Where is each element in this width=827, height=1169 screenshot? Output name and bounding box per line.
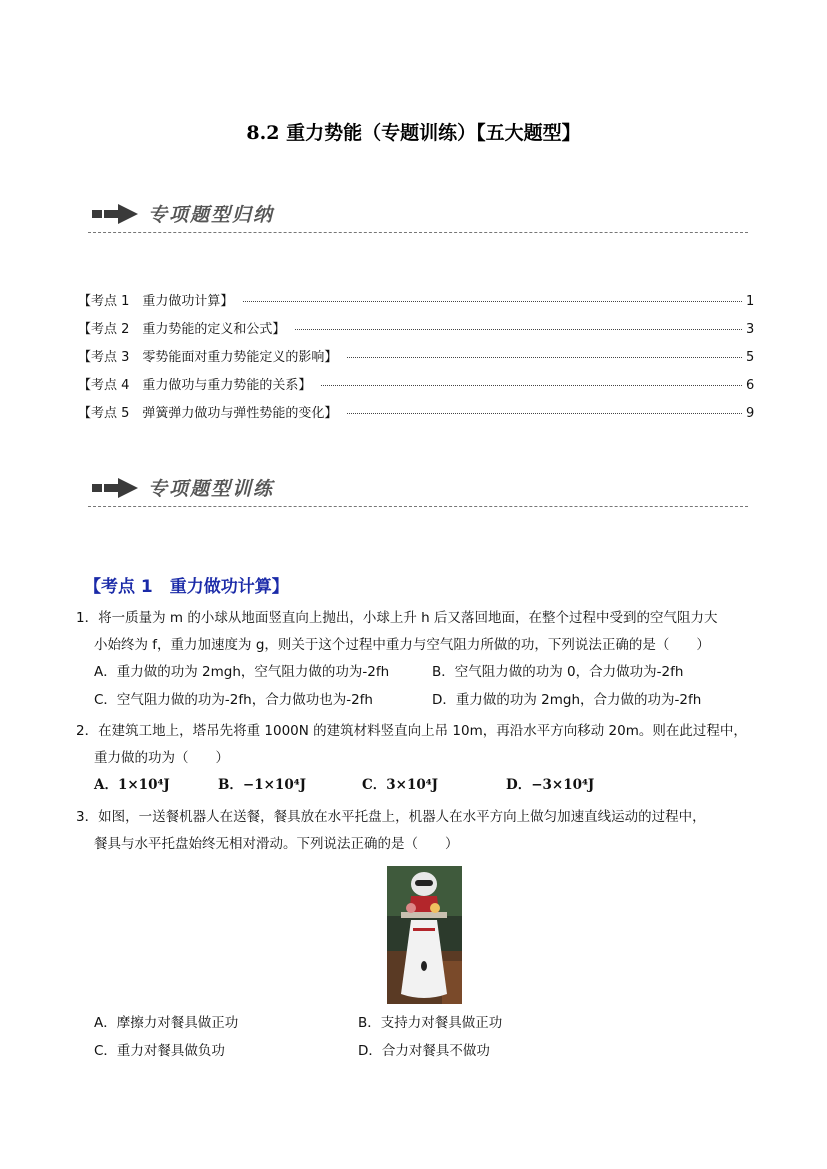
question-text: 重力做的功为（ ） (94, 750, 229, 766)
toc-item[interactable]: 【考点 5 弹簧弹力做功与弹性势能的变化】 9 (78, 406, 755, 421)
question-text: 在建筑工地上，塔吊先将重 1000N 的建筑材料竖直向上吊 10m，再沿水平方向移动 20m。则在此过程中， (98, 723, 747, 739)
robot-waiter-photo (387, 866, 462, 1004)
question-2: 2．在建筑工地上，塔吊先将重 1000N 的建筑材料竖直向上吊 10m，再沿水平方向移动 20m。则在此过程中， 重力做的功为（ ） A．1×10⁴J B．−1×10⁴J C．3×10⁴J D．−3×10⁴J (76, 718, 766, 800)
toc-item[interactable]: 【考点 1 重力做功计算】 1 (78, 294, 755, 309)
arrow-icon (92, 202, 142, 226)
training-banner (88, 470, 748, 510)
divider (88, 506, 748, 507)
question-3: 3．如图，一送餐机器人在送餐，餐具放在水平托盘上，机器人在水平方向上做匀加速直线运动的过程中， 餐具与水平托盘始终无相对滑动。下列说法正确的是（ ） (76, 804, 766, 858)
option-b[interactable]: B．支持力对餐具做正功 (358, 1015, 503, 1031)
question-text: 餐具与水平托盘始终无相对滑动。下列说法正确的是（ ） (94, 836, 459, 852)
arrow-icon (92, 476, 142, 500)
divider (88, 232, 748, 233)
table-of-contents (78, 290, 754, 430)
option-a[interactable]: A．摩擦力对餐具做正功 (94, 1015, 239, 1031)
question-text: 如图，一送餐机器人在送餐，餐具放在水平托盘上，机器人在水平方向上做匀加速直线运动的过程中， (98, 809, 706, 825)
training-banner-text: 专项题型训练 (148, 478, 275, 500)
page-title: 8.2 重力势能（专题训练）【五大题型】 (246, 122, 581, 144)
option-b[interactable]: B．−1×10⁴J (218, 777, 307, 793)
question-text: 将一质量为 m 的小球从地面竖直向上抛出，小球上升 h 后又落回地面，在整个过程中受到的空气阻力大 (98, 610, 718, 626)
question-1: 1．将一质量为 m 的小球从地面竖直向上抛出，小球上升 h 后又落回地面，在整个过程中受到的空气阻力大 小始终为 f，重力加速度为 g，则关于这个过程中重力与空气阻力所做的功，下列说法正确的是（ ） A．重力做的功为 2mgh，空气阻力做的功为-2fh B．空气阻力做的功为 0，合力做功为-2fh C．空气阻力做的功为-2fh，合力做功也为-2fh D．重力做的功为 2mgh，合力做的功为-2fh (76, 605, 766, 715)
option-c[interactable]: C．3×10⁴J (362, 777, 439, 793)
option-d[interactable]: D．−3×10⁴J (506, 777, 595, 793)
option-a[interactable]: A．1×10⁴J (94, 777, 170, 793)
toc-item[interactable]: 【考点 2 重力势能的定义和公式】 3 (78, 322, 755, 337)
option-c[interactable]: C．空气阻力做的功为-2fh，合力做功也为-2fh (94, 692, 373, 708)
option-d[interactable]: D．重力做的功为 2mgh，合力做的功为-2fh (432, 692, 702, 708)
option-a[interactable]: A．重力做的功为 2mgh，空气阻力做的功为-2fh (94, 664, 390, 680)
summary-banner-text: 专项题型归纳 (148, 204, 275, 226)
question-3-options (76, 1010, 766, 1066)
toc-item[interactable]: 【考点 4 重力做功与重力势能的关系】 6 (78, 378, 755, 393)
option-b[interactable]: B．空气阻力做的功为 0，合力做功为-2fh (432, 664, 684, 680)
question-text: 小始终为 f，重力加速度为 g，则关于这个过程中重力与空气阻力所做的功，下列说法正确的是（ ） (94, 637, 710, 653)
summary-banner (88, 196, 748, 236)
section-heading: 【考点 1 重力做功计算】 (84, 577, 289, 597)
option-c[interactable]: C．重力对餐具做负功 (94, 1043, 225, 1059)
option-d[interactable]: D．合力对餐具不做功 (358, 1043, 490, 1059)
toc-item[interactable]: 【考点 3 零势能面对重力势能定义的影响】 5 (78, 350, 755, 365)
